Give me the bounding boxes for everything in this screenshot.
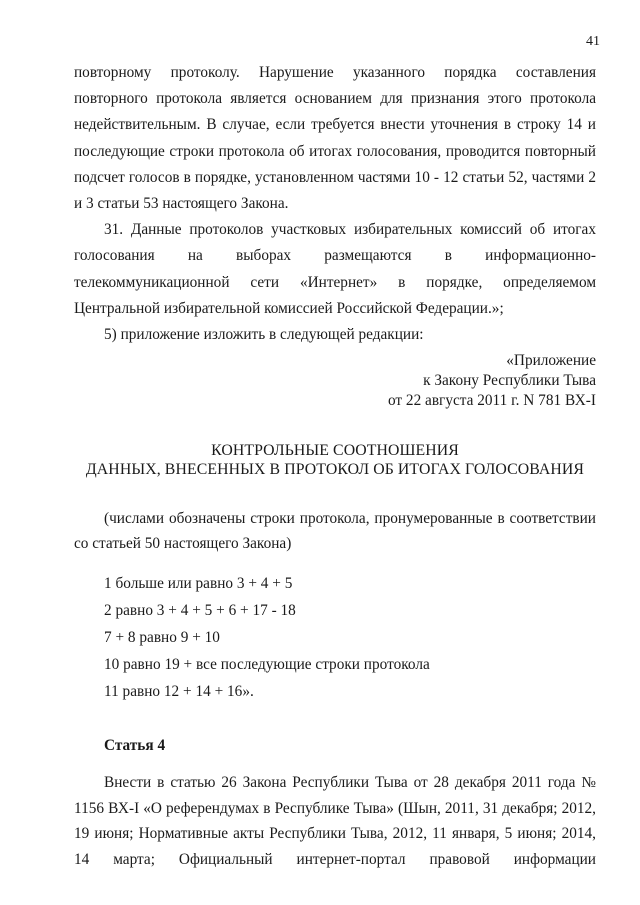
appendix-reference [74,351,596,411]
paragraph-continuation: повторному протоколу. Нарушение указанного порядка составления повторного протокола является основанием для признания этого протокола недействительным. В случае, если требуется внести уточнения в строку 14 и последующие строки протокола об итогах голосования, проводится повторный подсчет голосов в порядке, установленном частями 10 - 12 статьи 52, частями 2 и 3 статьи 53 настоящего Закона. [74,64,596,213]
paragraph-item-5: 5) приложение изложить в следующей редакции: [104,326,424,344]
article-title: Статья 4 [104,737,166,755]
appendix-heading [74,441,596,479]
page-number: 41 [586,34,600,49]
paragraph-item-31: 31. Данные протоколов участковых избирательных комиссий об итогах голосования на выборах размещаются в информационно-телекоммуникационной сети «Интернет» в порядке, определяемом Центральной избирательной комиссией Российской Федерации.»; [74,221,596,317]
formula-item: 1 больше или равно 3 + 4 + 5 [104,575,293,593]
formula-item: 2 равно 3 + 4 + 5 + 6 + 17 - 18 [104,602,296,620]
formula-item: 11 равно 12 + 14 + 16». [104,683,254,701]
formula-item: 10 равно 19 + все последующие строки протокола [104,656,430,674]
document-body [74,60,596,872]
heading-line: ДАННЫХ, ВНЕСЕННЫХ В ПРОТОКОЛ ОБ ИТОГАХ ГОЛОСОВАНИЯ [85,461,585,479]
appendix-reference-line: к Закону Республики Тыва [423,372,596,390]
formula-list [74,570,596,705]
appendix-reference-line: от 22 августа 2011 г. N 781 ВХ-I [387,392,596,410]
formula-item: 7 + 8 равно 9 + 10 [104,629,220,647]
heading-note: (числами обозначены строки протокола, пронумерованные в соответствии со статьей 50 настоящего Закона) [74,510,596,553]
appendix-reference-line: «Приложение [506,352,596,370]
article-text: Внести в статью 26 Закона Республики Тыва от 28 декабря 2011 года № 1156 ВХ-I «О референдумах в Республике Тыва» (Шын, 2011, 31 декабря; 2012, 19 июня; Нормативные акты Республики Тыва, 2012, 11 января, 5 июня; 2014, 14 марта; Официальный интернет-портал правовой информации [74,774,596,868]
heading-line: КОНТРОЛЬНЫЕ СООТНОШЕНИЯ [211,442,459,460]
